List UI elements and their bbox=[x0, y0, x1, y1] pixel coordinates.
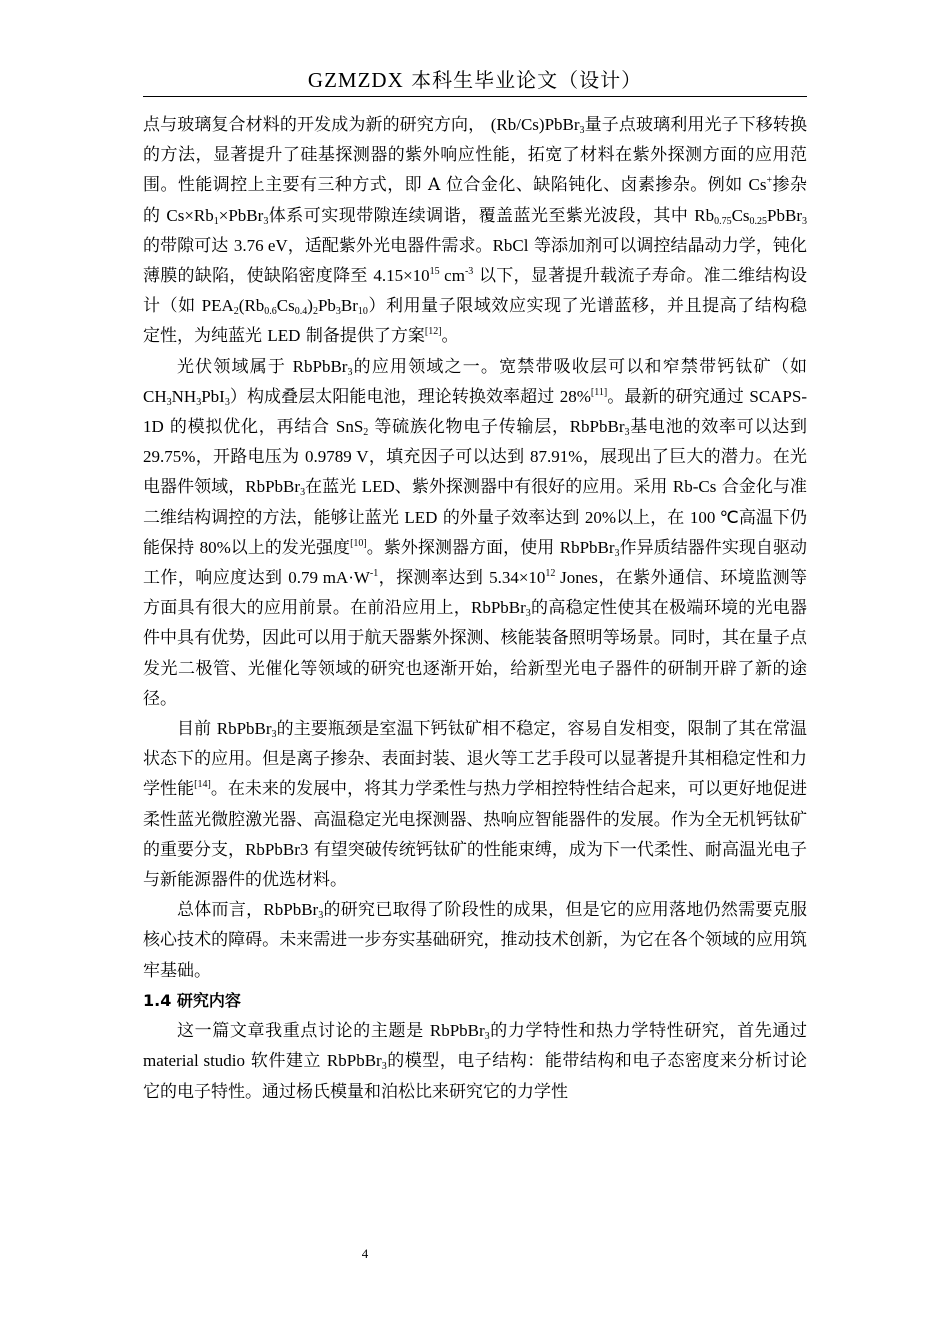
superscript-text: -3 bbox=[464, 266, 474, 278]
text-run: 有望突破传统钙钛矿的性能束缚，成为下一代柔性、耐高温光电子与新能源器件的优选材料。 bbox=[143, 839, 808, 891]
subscript-text: 3 bbox=[166, 396, 172, 408]
superscript-text: [11] bbox=[590, 386, 608, 398]
text-run: 软件建立 bbox=[245, 1051, 327, 1072]
subscript-text: 3 bbox=[318, 910, 324, 922]
text-run: PEA bbox=[201, 296, 234, 316]
text-run: RbPbBr bbox=[292, 356, 348, 376]
text-run: 的高稳定性使其在极端环境的光电器件中具有优势，因此可以用于航天器紫外探测、核能装备照明等场景。同时，其在量子点发光二极管、光催化等领域的研究也逐渐开始，给新型光电子器件的研制开辟了新的途径。 bbox=[143, 598, 808, 709]
subscript-text: 3 bbox=[271, 729, 277, 741]
text-run: Cs×Rb bbox=[166, 205, 214, 225]
subscript-text: 3 bbox=[300, 487, 306, 499]
text-run: 这一篇文章我重点讨论的主题是 bbox=[177, 1021, 430, 1042]
text-run: 的应用领域之一。宽禁带吸收层可以和窄禁带钙钛矿（如 bbox=[352, 356, 807, 377]
text-run: CH bbox=[143, 386, 167, 406]
text-run: RbCl bbox=[492, 235, 529, 255]
text-run: ）构成叠层太阳能电池，理论转换效率超过 bbox=[229, 386, 560, 407]
text-run: ，开路电压为 bbox=[195, 447, 306, 468]
subscript-text: 3 bbox=[335, 306, 341, 318]
text-run: 的模拟优化，再结合 bbox=[163, 417, 336, 438]
text-run: 28% bbox=[559, 386, 591, 406]
text-run: 总体而言， bbox=[177, 900, 264, 921]
text-run: 100 ℃ bbox=[689, 507, 739, 527]
superscript-text: -1 bbox=[369, 568, 379, 580]
text-run: Rb bbox=[694, 205, 715, 225]
subscript-text: 3 bbox=[624, 427, 630, 439]
subscript-text: 3 bbox=[525, 608, 531, 620]
text-run: RbPbBr bbox=[559, 537, 615, 557]
superscript-text: + bbox=[766, 175, 773, 187]
subscript-text: 3 bbox=[484, 1031, 490, 1043]
subscript-text: 2 bbox=[312, 306, 318, 318]
text-run: 制备提供了方案 bbox=[300, 326, 425, 347]
text-run: 的带隙可达 bbox=[143, 235, 234, 256]
body-paragraph bbox=[143, 352, 807, 714]
text-run: ）利用量子限域效应实现了光谱蓝移，并且提高了结构稳定性，为纯蓝光 bbox=[143, 296, 808, 347]
text-run: Cs bbox=[748, 175, 767, 195]
text-run: 。紫外探测器方面，使用 bbox=[366, 537, 560, 558]
subscript-text: 2 bbox=[233, 306, 239, 318]
text-run: SnS bbox=[335, 417, 364, 437]
text-run: ，探测率达到 bbox=[378, 568, 490, 589]
text-run: 3.76 eV bbox=[233, 235, 288, 255]
subscript-text: 3 bbox=[224, 396, 230, 408]
text-run: RbPbBr bbox=[326, 1051, 382, 1071]
text-run: 。在未来的发展中，将其力学柔性与热力学相控特性结合起来，可以更好地促进柔性蓝光微腔激光器、高温稳定光电探测器、热响应智能器件的发展。作为全无机钙钛矿的重要分支， bbox=[143, 779, 808, 860]
text-run: NH bbox=[171, 386, 197, 406]
text-run: 目前 bbox=[177, 719, 217, 740]
subscript-text: 3 bbox=[263, 215, 269, 227]
text-run: 体系可实现带隙连续调谐，覆盖蓝光至紫光波段，其中 bbox=[268, 205, 695, 226]
text-run: 。最新的研究通过 bbox=[607, 386, 750, 407]
subscript-text: 3 bbox=[381, 1061, 387, 1073]
superscript-text: [14] bbox=[194, 779, 211, 791]
text-run: (Rb/Cs)PbBr bbox=[490, 115, 580, 134]
running-header bbox=[143, 67, 807, 93]
text-run: 以下，显著提升载流子寿命。准二维结构设计（如 bbox=[143, 266, 808, 317]
text-run: PbBr bbox=[767, 205, 803, 225]
text-run: 等添加剂可以调控结晶动力学，钝化薄膜的缺陷，使缺陷密度降至 bbox=[143, 235, 807, 287]
header-rule bbox=[143, 96, 807, 97]
text-run: 在蓝光 bbox=[305, 477, 362, 498]
text-run: RbPbBr bbox=[216, 719, 272, 739]
text-run: 光伏领域属于 bbox=[177, 356, 293, 377]
text-run: 。 bbox=[441, 326, 459, 347]
text-run: 掺杂的 bbox=[143, 175, 807, 226]
text-run: LED bbox=[404, 507, 438, 527]
subscript-text: 0.75 bbox=[714, 215, 732, 227]
text-run: RbPbBr3 bbox=[245, 839, 309, 859]
text-run: Cs bbox=[276, 296, 295, 316]
subscript-text: 0.4 bbox=[294, 306, 308, 318]
text-run: Jones bbox=[555, 568, 598, 588]
text-run: material studio bbox=[143, 1051, 246, 1071]
text-run: RbPbBr bbox=[429, 1021, 485, 1041]
text-run: 的模型，电子结构：能带结构和电子态密度来分析讨论它的电子特性。通过杨氏模量和泊松比来研究它的力学性 bbox=[143, 1051, 807, 1102]
text-run: cm bbox=[439, 266, 465, 286]
text-run: 的研究已取得了阶段性的成果，但是它的应用落地仍然需要克服核心技术的障碍。未来需进一步夯实基础研究，推动技术创新，为它在各个领域的应用筑牢基础。 bbox=[143, 900, 808, 981]
subscript-text: 3 bbox=[614, 547, 620, 559]
text-run: 等硫族化物电子传输层， bbox=[368, 417, 570, 438]
text-run: 29.75% bbox=[143, 447, 196, 467]
subscript-text: 3 bbox=[579, 125, 585, 136]
page-number: 4 bbox=[361, 1246, 369, 1261]
text-run: 80% bbox=[199, 537, 231, 557]
text-run: 4.15×10 bbox=[373, 266, 430, 286]
text-run: 20% bbox=[584, 507, 617, 527]
subscript-text: 3 bbox=[196, 396, 202, 408]
text-run: 高温下仍能保持 bbox=[143, 507, 807, 558]
text-run: ，填充因子可以达到 bbox=[368, 447, 531, 468]
text-run: Cs bbox=[731, 205, 750, 225]
text-run: RbPbBr bbox=[263, 900, 319, 920]
subscript-text: 2 bbox=[363, 427, 369, 439]
superscript-text: 15 bbox=[429, 266, 440, 278]
subscript-text: 3 bbox=[802, 215, 808, 227]
text-run: RbPbBr bbox=[245, 477, 301, 497]
text-run: LED bbox=[361, 477, 395, 497]
text-run: 作异质结器件实现自驱动工作，响应度达到 bbox=[143, 537, 808, 589]
header-school-code: GZMZDX bbox=[307, 68, 404, 92]
subscript-text: 10 bbox=[357, 306, 368, 318]
text-run: PbI bbox=[201, 386, 225, 406]
text-run: 点与玻璃复合材料的开发成为新的研究方向， bbox=[143, 115, 486, 135]
text-run: SCAPS-1D bbox=[143, 386, 807, 437]
text-run: Rb-Cs bbox=[672, 477, 717, 497]
header-thesis-title: 本科生毕业论文（设计） bbox=[411, 68, 643, 92]
subscript-text: 3 bbox=[347, 366, 353, 378]
text-run: 合金化与准二维结构调控的方法，能够让蓝光 bbox=[143, 477, 808, 528]
text-run: LED bbox=[267, 326, 301, 346]
subscript-text: 0.25 bbox=[749, 215, 768, 227]
text-run: RbPbBr bbox=[569, 417, 625, 437]
text-run: Pb bbox=[317, 296, 336, 316]
text-run: ，适配紫外光电器件需求。 bbox=[287, 235, 493, 256]
text-run: 的主要瓶颈是室温下钙钛矿相不稳定，容易自发相变，限制了其在常温状态下的应用。但是离子掺杂、表面封装、退火等工艺手段可以显著提升其相稳定性和力学性能 bbox=[143, 719, 808, 800]
text-run: ×PbBr bbox=[218, 205, 264, 225]
body-paragraph bbox=[143, 714, 807, 895]
text-run: ，在紫外通信、环境监测等方面具有很大的应用前景。在前沿应用上， bbox=[143, 568, 808, 619]
subscript-text: 0.6 bbox=[264, 306, 277, 318]
body-paragraph bbox=[143, 1016, 807, 1107]
subscript-text: 1 bbox=[213, 215, 219, 227]
body-paragraph bbox=[143, 110, 807, 352]
text-run: 量子点玻璃利用光子下移转换的方法，显著提升了硅基探测器的紫外响应性能，拓宽了材料在紫外探测方面的应用范围。性能调控上主要有三种方式，即 A 位合金化、缺陷钝化、卤素掺杂。例如 bbox=[143, 115, 807, 196]
superscript-text: [10] bbox=[350, 537, 367, 549]
text-run: 以上的发光强度 bbox=[230, 537, 351, 558]
text-run: ，展现出了巨大的潜力。在光电器件领域， bbox=[143, 447, 808, 498]
superscript-text: [12] bbox=[424, 326, 442, 338]
text-run: 5.34×10 bbox=[489, 568, 546, 588]
text-run: 基电池的效率可以达到 bbox=[629, 417, 808, 438]
text-run: 的力学特性和热力学特性研究，首先通过 bbox=[489, 1021, 807, 1042]
document-body bbox=[143, 110, 807, 1107]
superscript-text: 12 bbox=[545, 568, 556, 580]
text-run: RbPbBr bbox=[471, 598, 526, 618]
text-run: 1.4 研究内容 bbox=[143, 990, 241, 1010]
text-run: 以上，在 bbox=[616, 507, 690, 528]
text-run: (Rb bbox=[238, 296, 265, 316]
text-run: 0.79 mA·W bbox=[288, 568, 370, 588]
text-run: 的外量子效率达到 bbox=[437, 507, 585, 528]
text-run: 、紫外探测器中有很好的应用。采用 bbox=[394, 477, 673, 498]
text-run: Br bbox=[340, 296, 358, 316]
text-run: ) bbox=[307, 296, 313, 316]
section-heading bbox=[143, 986, 807, 1016]
body-paragraph bbox=[143, 895, 807, 986]
text-run: 0.9789 V bbox=[305, 447, 369, 467]
text-run: 87.91% bbox=[530, 447, 583, 467]
